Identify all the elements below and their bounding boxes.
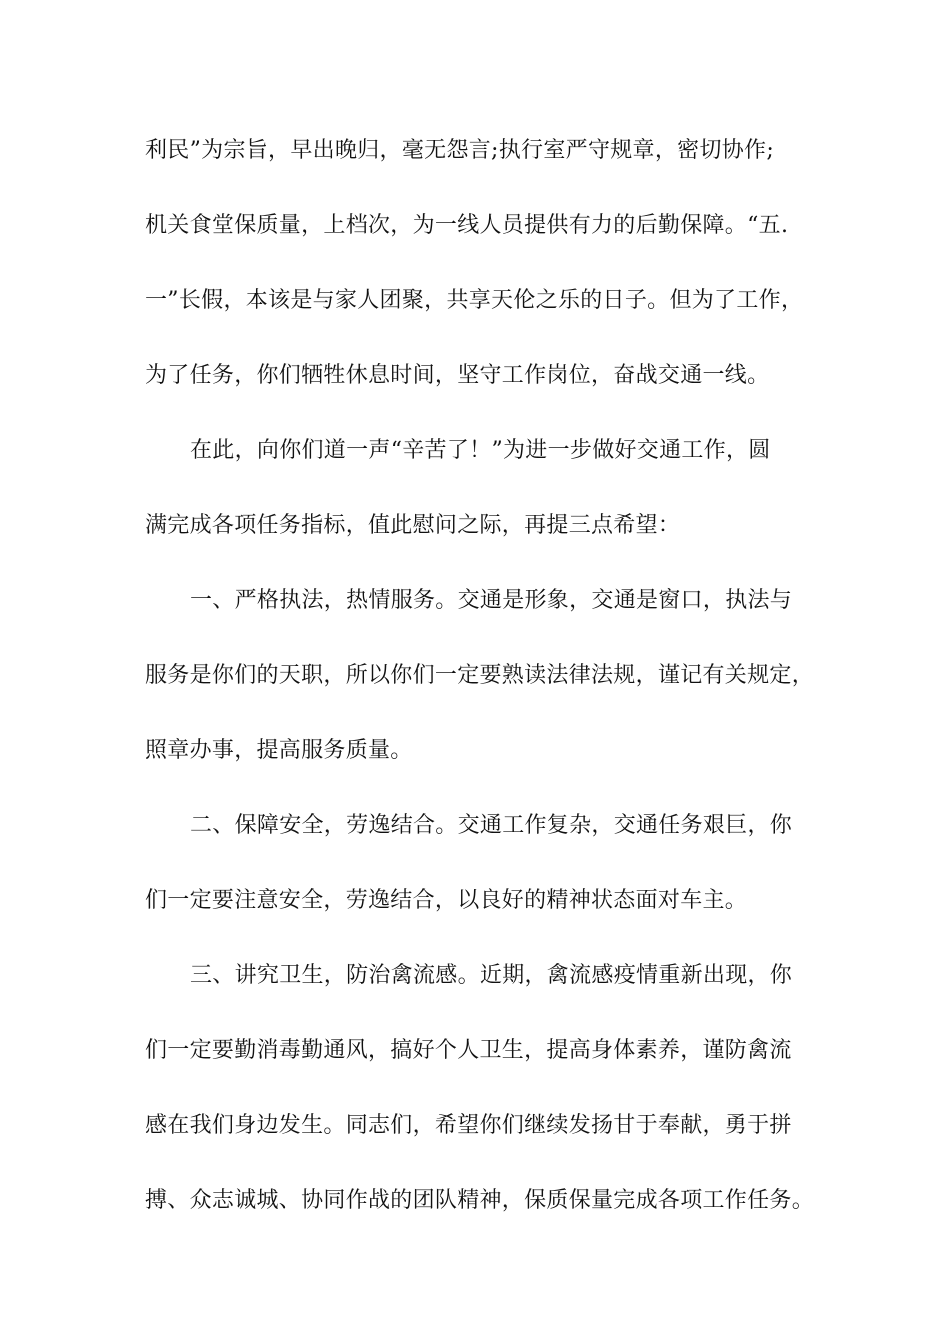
text-line: 们一定要勤消毒勤通风，搞好个人卫生，提高身体素养，谨防禽流 xyxy=(145,1038,792,1063)
text-line: 们一定要注意安全，劳逸结合，以良好的精神状态面对车主。 xyxy=(145,888,748,913)
text-line: 机关食堂保质量，上档次，为一线人员提供有力的后勤保障。“五. xyxy=(145,213,789,238)
paragraph-first-line: 一、严格执法，热情服务。交通是形象，交通是窗口，执法与 xyxy=(190,588,793,613)
paragraph-first-line: 在此，向你们道一声“辛苦了！”为进一步做好交通工作，圆 xyxy=(190,438,771,463)
text-line: 满完成各项任务指标，值此慰问之际，再提三点希望： xyxy=(145,513,681,538)
text-line: 搏、众志诚城、协同作战的团队精神，保质保量完成各项工作任务。 xyxy=(145,1188,815,1213)
text-line: 为了任务，你们牺牲休息时间，坚守工作岗位，奋战交通一线。 xyxy=(145,363,770,388)
text-line: 照章办事，提高服务质量。 xyxy=(145,738,413,763)
text-line: 一”长假，本该是与家人团聚，共享天伦之乐的日子。但为了工作， xyxy=(145,288,804,313)
text-line: 感在我们身边发生。同志们，希望你们继续发扬甘于奉献，勇于拼 xyxy=(145,1113,792,1138)
text-line: 利民”为宗旨，早出晚归，毫无怨言;执行室严守规章，密切协作; xyxy=(145,138,775,163)
paragraph-first-line: 三、讲究卫生，防治禽流感。近期，禽流感疫情重新出现，你 xyxy=(190,963,793,988)
paragraph-first-line: 二、保障安全，劳逸结合。交通工作复杂，交通任务艰巨，你 xyxy=(190,813,793,838)
text-line: 服务是你们的天职，所以你们一定要熟读法律法规，谨记有关规定， xyxy=(145,663,815,688)
